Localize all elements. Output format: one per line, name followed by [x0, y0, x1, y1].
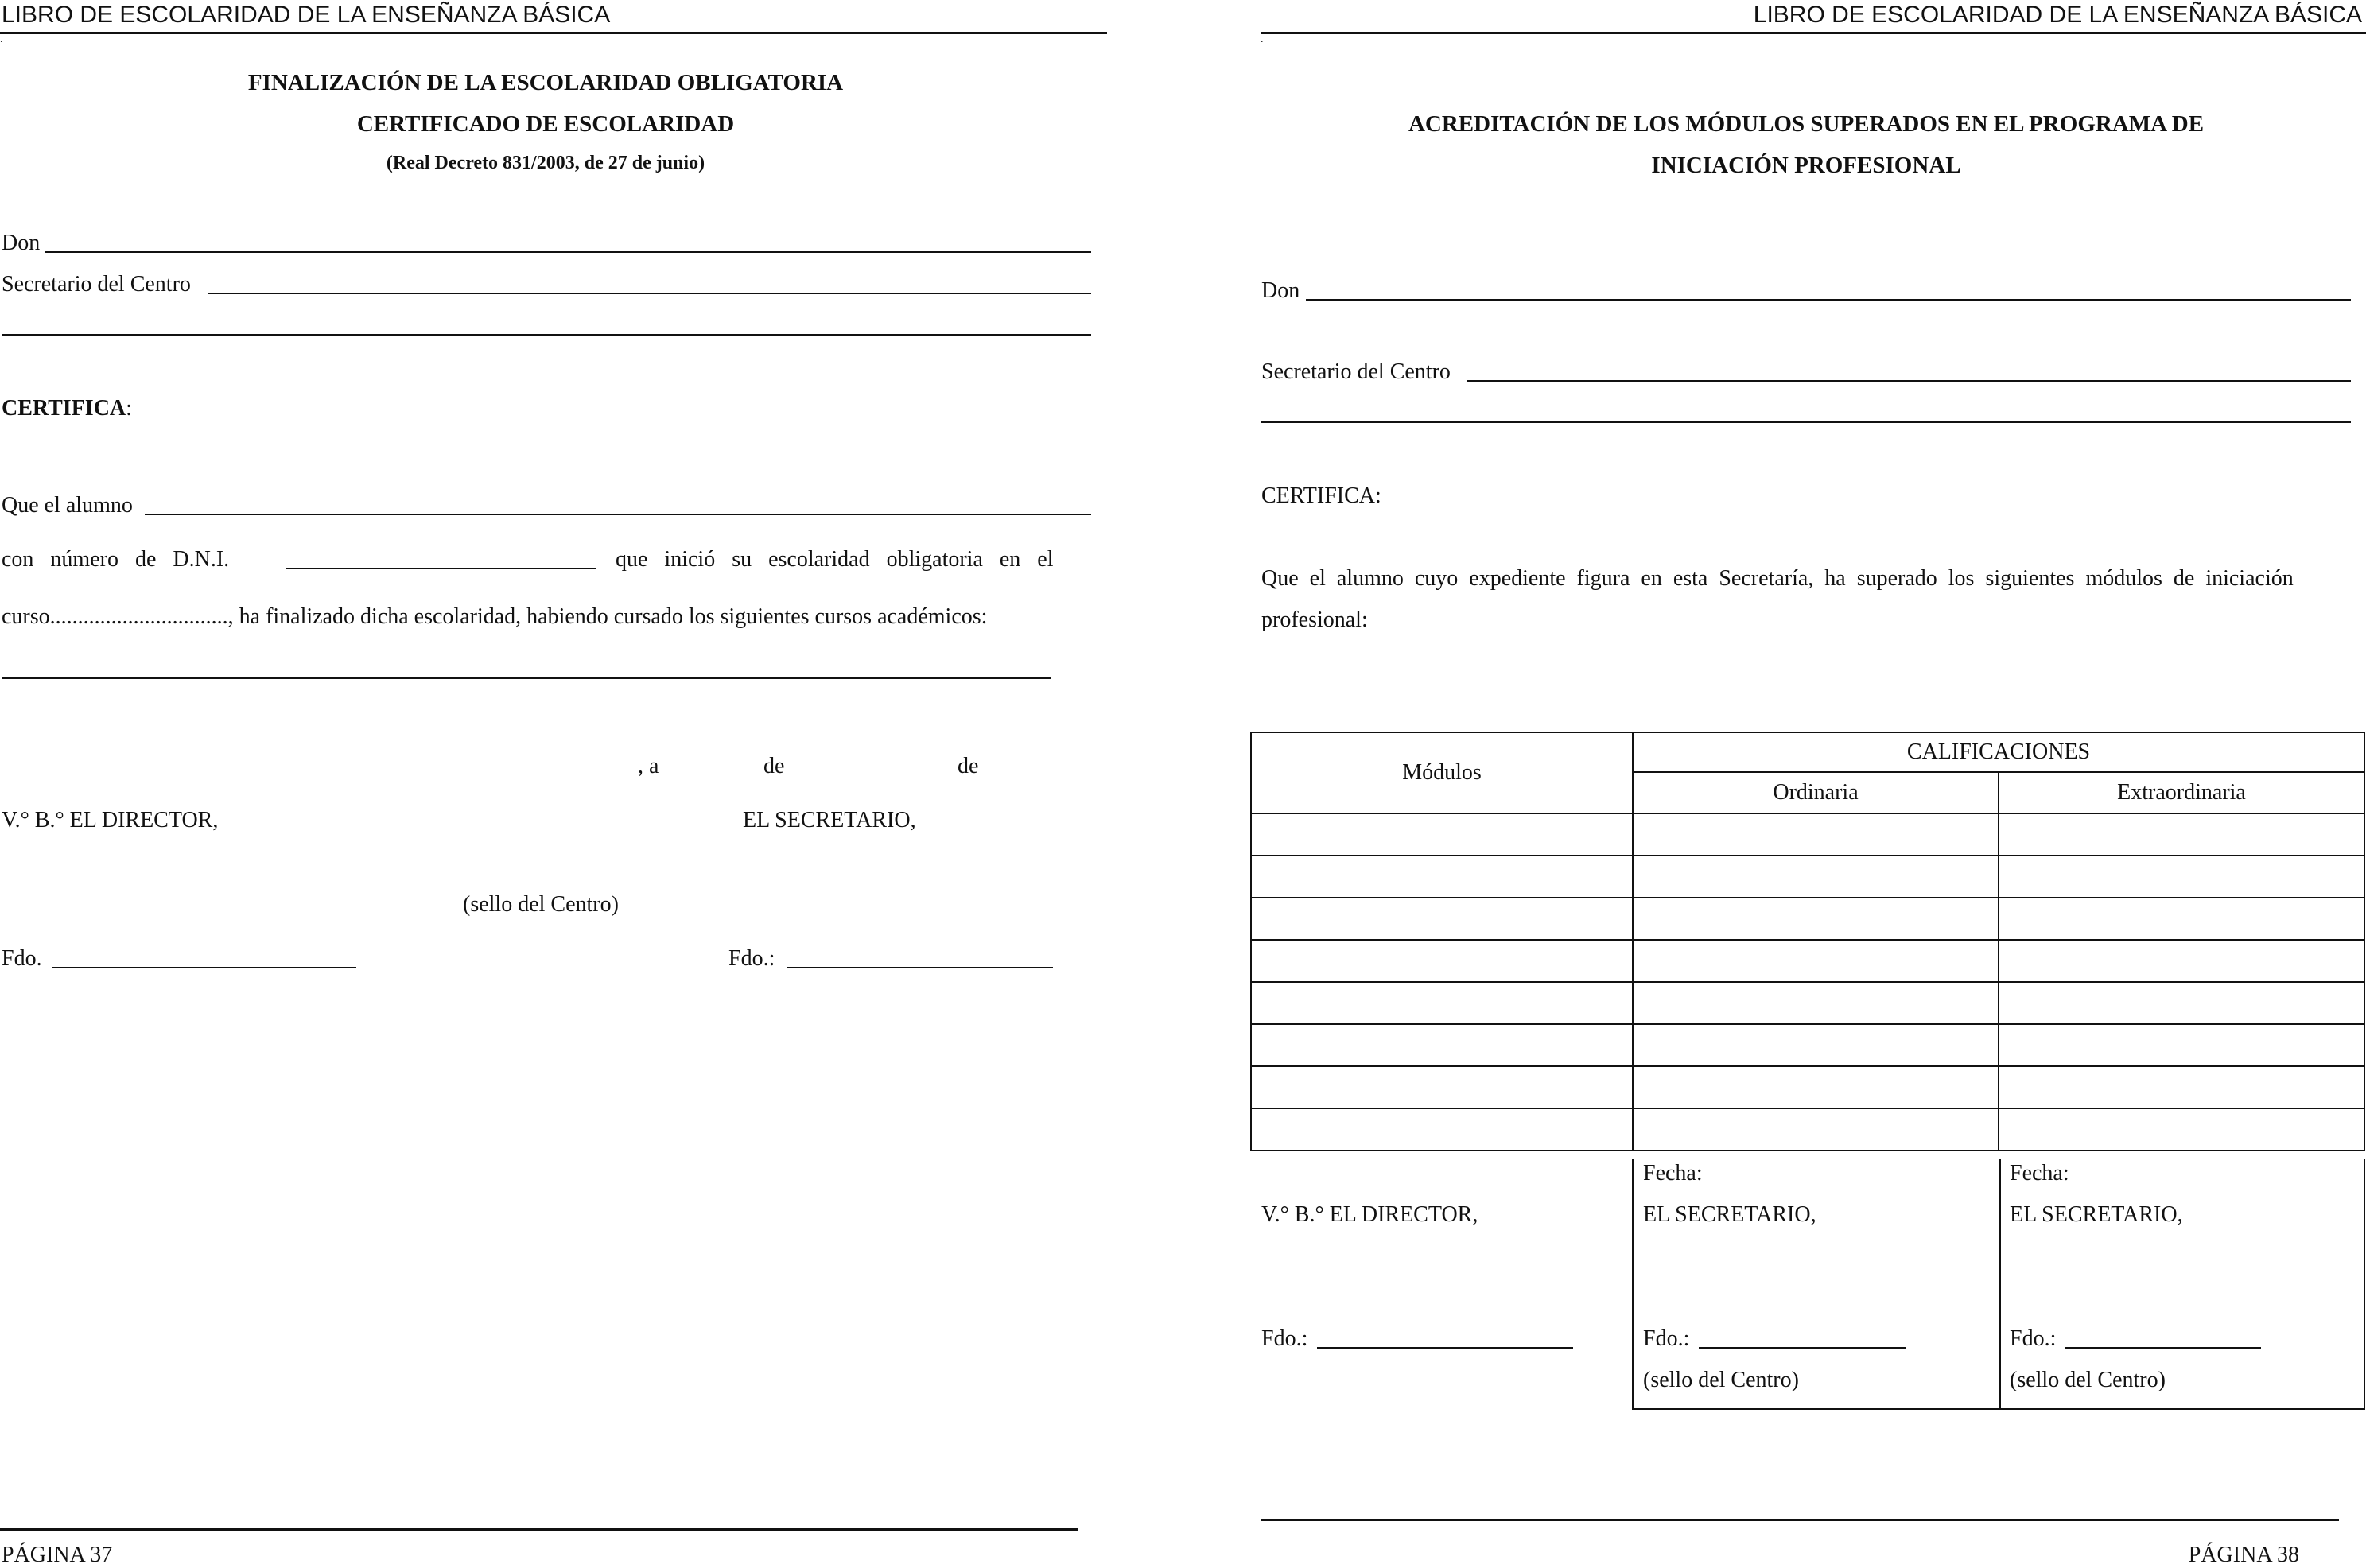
header-ordinaria: Ordinaria — [1633, 772, 1999, 813]
el-secretario-extraordinaria: EL SECRETARIO, — [2010, 1202, 2183, 1227]
el-secretario: EL SECRETARIO, — [743, 808, 916, 833]
modulos-table — [1250, 732, 2365, 1151]
don-field[interactable] — [45, 251, 1091, 253]
secretario-field[interactable] — [1467, 380, 2351, 382]
extraordinaria-cell[interactable] — [1999, 1066, 2364, 1108]
date-de-2: de — [958, 754, 979, 778]
table-row — [1251, 898, 2364, 940]
sello-extraordinaria: (sello del Centro) — [2010, 1368, 2166, 1392]
fdo-director-label: Fdo. — [2, 946, 42, 971]
extraordinaria-cell[interactable] — [1999, 940, 2364, 982]
don-field[interactable] — [1306, 299, 2351, 301]
table-row — [1251, 982, 2364, 1024]
fecha-extraordinaria: Fecha: — [2010, 1161, 2069, 1186]
vb-director: V.° B.° EL DIRECTOR, — [2, 808, 219, 833]
fdo-director-label: Fdo.: — [1261, 1326, 1308, 1351]
extraordinaria-cell[interactable] — [1999, 982, 2364, 1024]
ordinaria-cell[interactable] — [1633, 856, 1999, 898]
page-number: PÁGINA 37 — [2, 1543, 113, 1567]
table-row — [1251, 940, 2364, 982]
modulo-cell[interactable] — [1251, 1024, 1633, 1066]
intro-line-2: profesional: — [1261, 607, 1368, 632]
header-rule — [0, 32, 1107, 34]
title-finalizacion: FINALIZACIÓN DE LA ESCOLARIDAD OBLIGATORIA — [247, 70, 844, 95]
table-row — [1251, 856, 2364, 898]
curso-text: curso................................, ha finalizado dicha escolaridad, habiendo cursado los siguientes cursos académicos: — [2, 604, 988, 629]
dot-mark: . — [1261, 33, 1264, 45]
fdo-secretario-field[interactable] — [787, 967, 1053, 968]
table-row — [1251, 1024, 2364, 1066]
sello-centro: (sello del Centro) — [463, 892, 619, 917]
table-row — [1251, 813, 2364, 856]
modulo-cell[interactable] — [1251, 982, 1633, 1024]
ordinaria-cell[interactable] — [1633, 1066, 1999, 1108]
dot-mark: . — [0, 33, 3, 45]
fdo-director-field[interactable] — [52, 967, 356, 968]
modulo-cell[interactable] — [1251, 856, 1633, 898]
header-rule — [1261, 32, 2366, 34]
header-modulos: Módulos — [1251, 732, 1633, 813]
running-header: LIBRO DE ESCOLARIDAD DE LA ENSEÑANZA BÁSICA — [1753, 2, 2362, 28]
alumno-label: Que el alumno — [2, 493, 133, 518]
fdo-secretario-extraordinaria-label: Fdo.: — [2010, 1326, 2057, 1351]
vb-director: V.° B.° EL DIRECTOR, — [1261, 1202, 1478, 1227]
certifica-heading: CERTIFICA: — [2, 396, 132, 421]
running-header: LIBRO DE ESCOLARIDAD DE LA ENSEÑANZA BÁSICA — [2, 2, 611, 28]
extraordinaria-cell[interactable] — [1999, 1108, 2364, 1151]
ordinaria-cell[interactable] — [1633, 940, 1999, 982]
ordinaria-cell[interactable] — [1633, 898, 1999, 940]
dni-field[interactable] — [286, 568, 596, 569]
ordinaria-cell[interactable] — [1633, 1108, 1999, 1151]
secretario-label: Secretario del Centro — [2, 272, 191, 297]
dni-label: con número de D.N.I. — [2, 547, 230, 572]
fdo-secretario-ordinaria-field[interactable] — [1699, 1347, 1906, 1349]
fdo-secretario-extraordinaria-field[interactable] — [2065, 1347, 2261, 1349]
date-de-1: de — [763, 754, 785, 778]
alumno-field[interactable] — [145, 514, 1091, 515]
extraordinaria-cell[interactable] — [1999, 856, 2364, 898]
ordinaria-cell[interactable] — [1633, 982, 1999, 1024]
don-label: Don — [2, 231, 41, 255]
extraordinaria-cell[interactable] — [1999, 898, 2364, 940]
header-calificaciones: CALIFICACIONES — [1633, 732, 2364, 772]
modulo-cell[interactable] — [1251, 940, 1633, 982]
header-extraordinaria: Extraordinaria — [1999, 772, 2364, 813]
sello-ordinaria: (sello del Centro) — [1643, 1368, 1799, 1392]
table-row — [1251, 1108, 2364, 1151]
date-a: , a — [638, 754, 659, 778]
modulo-cell[interactable] — [1251, 898, 1633, 940]
modulo-cell[interactable] — [1251, 813, 1633, 856]
cursos-field[interactable] — [2, 677, 1051, 679]
fecha-ordinaria: Fecha: — [1643, 1161, 1703, 1186]
footer-rule — [1261, 1519, 2339, 1521]
secretario-label: Secretario del Centro — [1261, 359, 1451, 384]
fdo-director-field[interactable] — [1317, 1347, 1573, 1349]
certifica-heading: CERTIFICA: — [1261, 483, 1381, 508]
title-iniciacion: INICIACIÓN PROFESIONAL — [1651, 153, 1961, 178]
fdo-secretario-label: Fdo.: — [728, 946, 775, 971]
dni-continuation: que inició su escolaridad obligatoria en el — [616, 547, 1054, 572]
centro-field[interactable] — [2, 334, 1091, 336]
extraordinaria-cell[interactable] — [1999, 1024, 2364, 1066]
modulo-cell[interactable] — [1251, 1066, 1633, 1108]
page-number: PÁGINA 38 — [2188, 1543, 2299, 1567]
secretario-field[interactable] — [208, 293, 1091, 294]
title-acreditacion: ACREDITACIÓN DE LOS MÓDULOS SUPERADOS EN EL PROGRAMA DE — [1408, 111, 2205, 137]
title-certificado: CERTIFICADO DE ESCOLARIDAD — [356, 111, 735, 137]
table-row — [1251, 1066, 2364, 1108]
title-real-decreto: (Real Decreto 831/2003, de 27 de junio) — [386, 153, 705, 173]
el-secretario-ordinaria: EL SECRETARIO, — [1643, 1202, 1816, 1227]
intro-line-1: Que el alumno cuyo expediente figura en esta Secretaría, ha superado los siguientes módulos de iniciación — [1261, 566, 2294, 591]
fdo-secretario-ordinaria-label: Fdo.: — [1643, 1326, 1690, 1351]
modulo-cell[interactable] — [1251, 1108, 1633, 1151]
ordinaria-cell[interactable] — [1633, 813, 1999, 856]
don-label: Don — [1261, 278, 1300, 303]
ordinaria-cell[interactable] — [1633, 1024, 1999, 1066]
extraordinaria-cell[interactable] — [1999, 813, 2364, 856]
centro-field[interactable] — [1261, 421, 2351, 423]
footer-rule — [0, 1528, 1078, 1531]
